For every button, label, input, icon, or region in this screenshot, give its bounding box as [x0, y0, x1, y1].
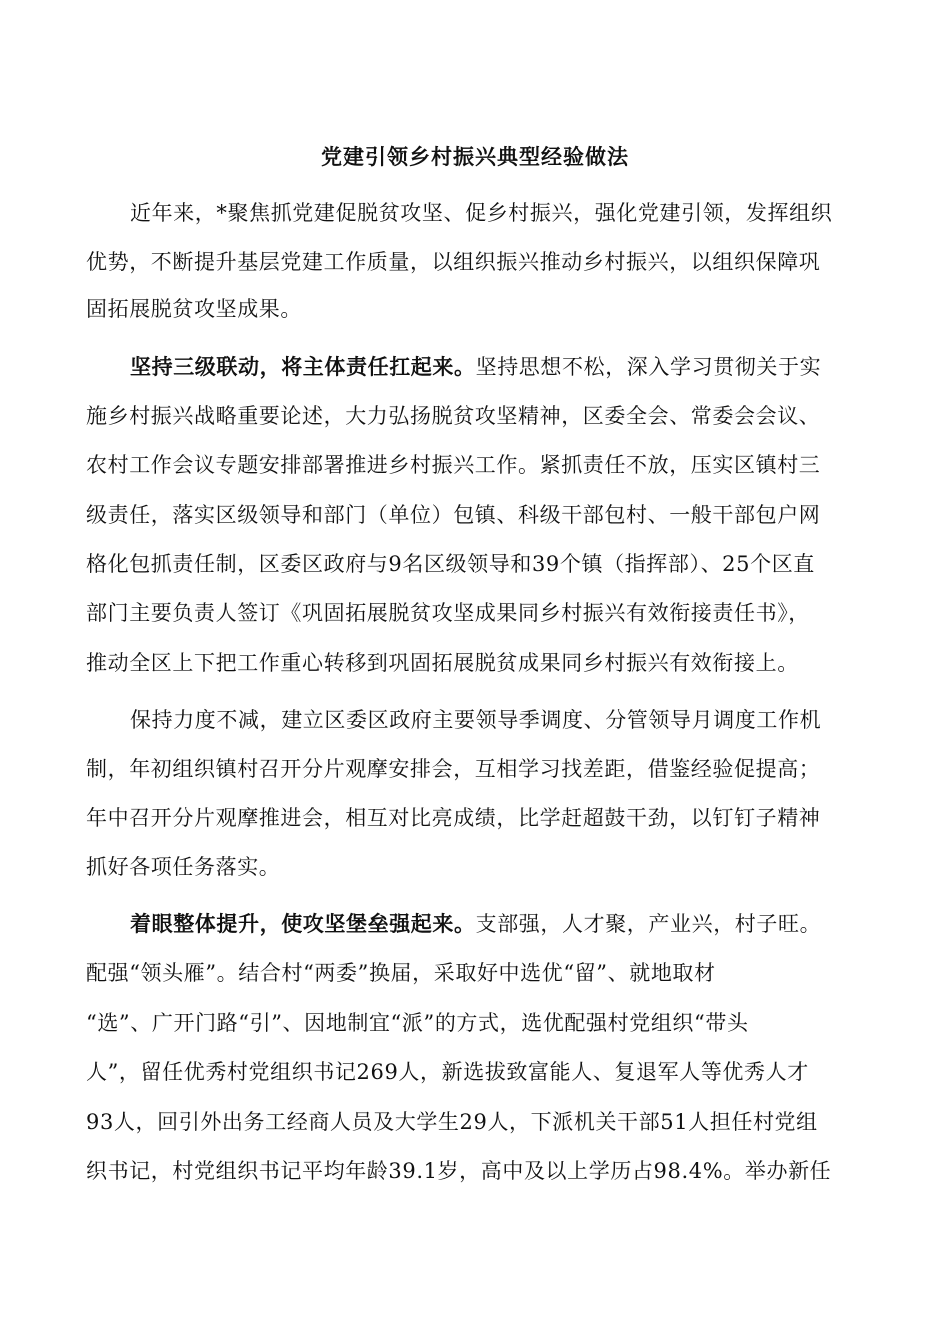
paragraph-line: 着眼整体提升，使攻坚堡垒强起来。支部强，人才聚，产业兴，村子旺。: [130, 911, 822, 936]
paragraph-line: 93人，回引外出务工经商人员及大学生29人，下派机关干部51人担任村党组: [86, 1110, 818, 1134]
paragraph-line: 格化包抓责任制，区委区政府与9名区级领导和39个镇（指挥部）、25个区直: [86, 552, 815, 576]
bold-lead: 着眼整体提升，使攻坚堡垒强起来。: [130, 911, 476, 936]
paragraph-line: 坚持三级联动，将主体责任扛起来。坚持思想不松，深入学习贯彻关于实: [130, 354, 822, 379]
paragraph-line: 施乡村振兴战略重要论述，大力弘扬脱贫攻坚精神，区委全会、常委会会议、: [86, 404, 821, 428]
paragraph-line: 部门主要负责人签订《巩固拓展脱贫攻坚成果同乡村振兴有效衔接责任书》，: [86, 601, 810, 625]
paragraph-line: 优势，不断提升基层党建工作质量，以组织振兴推动乡村振兴，以组织保障巩: [86, 250, 821, 274]
paragraph-line: 人”，留任优秀村党组织书记269人，新选拔致富能人、复退军人等优秀人才: [86, 1060, 809, 1084]
paragraph-line: 固拓展脱贫攻坚成果。: [86, 297, 302, 321]
paragraph-line: 织书记，村党组织书记平均年龄39.1岁，高中及以上学历占98.4%。举办新任: [86, 1159, 832, 1183]
document-title: 党建引领乡村振兴典型经验做法: [321, 144, 629, 169]
paragraph-line: 年中召开分片观摩推进会，相互对比亮成绩，比学赶超鼓干劲，以钉钉子精神: [86, 806, 821, 830]
paragraph-line: 推动全区上下把工作重心转移到巩固拓展脱贫成果同乡村振兴有效衔接上。: [86, 651, 799, 675]
paragraph-line: 配强“领头雁”。结合村“两委”换届，采取好中选优“留”、就地取材: [86, 961, 716, 985]
paragraph-line: 级责任，落实区级领导和部门（单位）包镇、科级干部包村、一般干部包户网: [86, 503, 821, 527]
bold-lead: 坚持三级联动，将主体责任扛起来。: [130, 354, 476, 379]
paragraph-line: 农村工作会议专题安排部署推进乡村振兴工作。紧抓责任不放，压实区镇村三: [86, 453, 821, 477]
paragraph-line: 抓好各项任务落实。: [86, 855, 281, 879]
paragraph-line: 保持力度不减，建立区委区政府主要领导季调度、分管领导月调度工作机: [130, 708, 822, 732]
paragraph-line: 近年来，*聚焦抓党建促脱贫攻坚、促乡村振兴，强化党建引领，发挥组织: [130, 201, 833, 225]
paragraph-line: “选”、广开门路“引”、因地制宜“派”的方式，选优配强村党组织“带头: [86, 1011, 749, 1035]
paragraph-line: 制，年初组织镇村召开分片观摩安排会，互相学习找差距，借鉴经验促提高；: [86, 757, 821, 781]
